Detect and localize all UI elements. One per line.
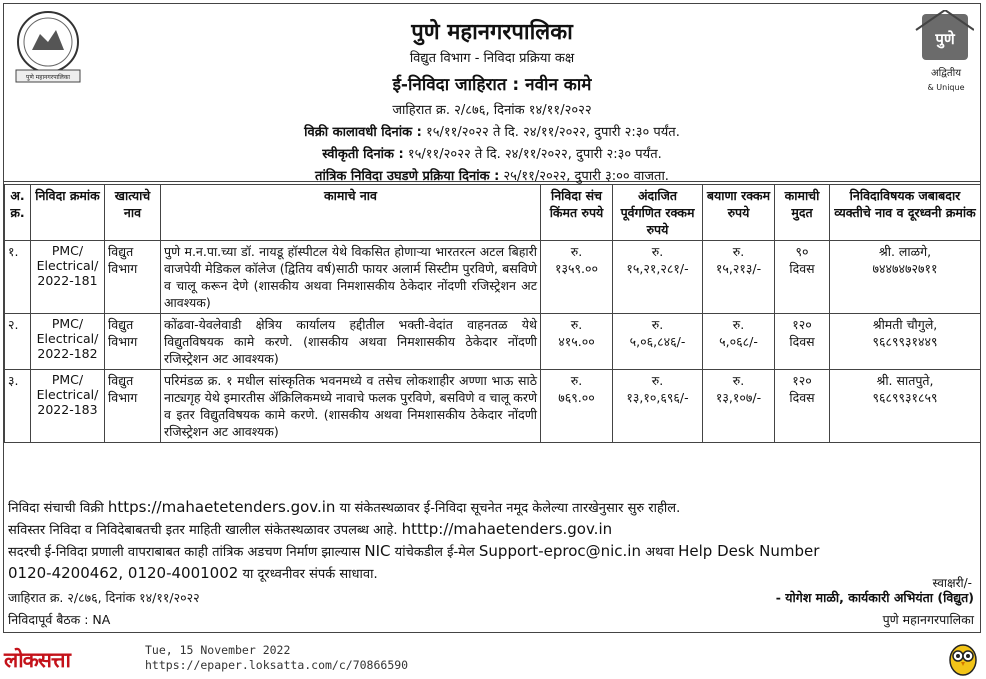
sale-period: विक्री कालावधी दिनांक : १५/११/२०२२ ते दि. २४/११/२०२२, दुपारी २:३० पर्यंत. [304,125,680,140]
cell-period: ९० दिवस [775,241,830,314]
cell-contact: श्रीमती चौगुले, ९६८९९३१४४९ [830,314,981,370]
cell-emd: रु. १३,१०७/- [703,370,775,443]
svg-text:पुणे: पुणे [935,30,955,48]
svg-text:& Unique: & Unique [927,83,965,92]
col-header-tender-no: निविदा क्रमांक [31,185,105,241]
epaper-date: Tue, 15 November 2022 [145,643,291,657]
col-header-dept: खात्याचे नाव [105,185,161,241]
tender-table [4,184,981,443]
cell-estimate: रु. ५,०६,८४६/- [613,314,703,370]
tender-details-link[interactable]: htttp://mahaetenders.gov.in [401,520,613,538]
col-header-work: कामाचे नाव [161,185,541,241]
footer-ref: जाहिरात क्र. २/८७६, दिनांक १४/११/२०२२ [8,590,200,605]
cell-emd: रु. १५,२१३/- [703,241,775,314]
cell-set-price: रु. ७६९.०० [541,370,613,443]
epaper-url[interactable]: https://epaper.loksatta.com/c/70866590 [145,658,409,672]
prebid-meeting: निविदापूर्व बैठक : NA [8,612,111,627]
footer-line-sale: निविदा संचाची विक्री https://mahaetetenders.gov.in या संकेतस्थळावर ई-निविदा सूचनेत नमूद केलेल्या तारखेनुसार सुरु राहील. [8,498,681,516]
tender-notice [3,3,981,633]
svg-text:पुणे महानगरपालिका: पुणे महानगरपालिका [26,74,70,81]
col-header-set-price: निविदा संच किंमत रुपये [541,185,613,241]
pune-brand-logo-icon [912,10,974,100]
col-header-sr: अ. क्र. [5,185,31,241]
acceptance-period: स्वीकृती दिनांक : १५/११/२०२२ ते दि. २४/११/२०२२, दुपारी २:३० पर्यंत. [322,147,662,162]
epaper-bar [0,640,986,679]
svg-text:अद्वितीय: अद्वितीय [930,68,962,79]
cell-sr: २. [5,314,31,370]
notice-header [4,4,980,182]
cell-emd: रु. ५,०६८/- [703,314,775,370]
signature-label: स्वाक्षरी/- [932,576,972,590]
department-line: विद्युत विभाग - निविदा प्रक्रिया कक्ष [409,51,575,66]
loksatta-logo: लोकसत्ता [4,647,70,672]
col-header-contact: निविदाविषयक जबाबदार व्यक्तीचे नाव व दूरध्वनी क्रमांक [830,185,981,241]
org-title: पुणे महानगरपालिका [411,20,573,45]
cell-contact: श्री. सातपुते, ९६८९९३१८५९ [830,370,981,443]
notice-ref: जाहिरात क्र. २/८७६, दिनांक १४/११/२०२२ [392,103,592,118]
notice-footer [4,497,980,585]
col-header-emd: बयाणा रक्कम रुपये [703,185,775,241]
cell-set-price: रु. १३५९.०० [541,241,613,314]
cell-tender-no: PMC/ Electrical/ 2022-183 [31,370,105,443]
cell-work: कोंढवा-येवलेवाडी क्षेत्रिय कार्यालय हद्दीतील भक्ती-वेदांत वाहनतळ येथे विद्युतविषयक कामे करणे. (शासकीय अथवा निमशासकीय ठेकेदार नोंदणी रजिस्ट्रेशन अट आवश्यक) [161,314,541,370]
cell-sr: १. [5,241,31,314]
cell-tender-no: PMC/ Electrical/ 2022-182 [31,314,105,370]
cell-contact: श्री. लाळगे, ७४४७४७२७११ [830,241,981,314]
table-row [5,241,981,314]
cell-estimate: रु. १३,१०,६९६/- [613,370,703,443]
cell-tender-no: PMC/ Electrical/ 2022-181 [31,241,105,314]
col-header-period: कामाची मुदत [775,185,830,241]
support-email-link[interactable]: Support-eproc@nic.in [478,542,641,560]
tender-sale-link[interactable]: https://mahaetetenders.gov.in [107,498,336,516]
col-header-estimate: अंदाजित पूर्वगणित रक्कम रुपये [613,185,703,241]
cell-sr: ३. [5,370,31,443]
cell-period: १२० दिवस [775,370,830,443]
footer-line-details: सविस्तर निविदा व निविदेबाबतची इतर माहिती खालील संकेतस्थळावर उपलब्ध आहे. htttp://mahaetenders.gov.in [8,520,613,538]
cell-work: पुणे म.न.पा.च्या डॉ. नायडू हॉस्पीटल येथे विकसित होणाऱ्या भारतरत्न अटल बिहारी वाजपेयी मेडिकल कॉलेज (द्वितिय वर्ष)साठी फायर अलार्म सिस्टीम पुरविणे, बसविणे व चालू करून देणे (शासकीय अथवा निमशासकीय ठेकेदार नोंदणी रजिस्ट्रेशन अट आवश्यक) [161,241,541,314]
signatory-name: - योगेश माळी, कार्यकारी अभियंता (विद्युत) [775,590,974,605]
table-row [5,314,981,370]
table-header-row [5,185,981,241]
cell-work: परिमंडळ क्र. १ मधील सांस्कृतिक भवनमध्ये व तसेच लोकशाहीर अण्णा भाऊ साठे नाट्यगृह येथे इमारतीस ॲक्रिलिकमध्ये नावाचे फलक पुरविणे, बसविणे व चालू करणे व इतर विद्युतविषयक कामे करणे. (शासकीय अथवा निमशासकीय ठेकेदार नोंदणी रजिस्ट्रेशन अट आवश्यक) [161,370,541,443]
cell-period: १२० दिवस [775,314,830,370]
owl-icon [948,642,978,676]
cell-dept: विद्युत विभाग [105,370,161,443]
notice-title: ई-निविदा जाहिरात : नवीन कामे [392,75,592,95]
cell-estimate: रु. १५,२१,२८१/- [613,241,703,314]
footer-line-support: सदरची ई-निविदा प्रणाली वापराबाबत काही तांत्रिक अडचण निर्माण झाल्यास NIC यांचेकडील ई-मेल Support-eproc@nic.in अथवा Help Desk Number [8,542,820,560]
footer-line-phones: 0120-4200462, 0120-4001002 या दूरध्वनीवर संपर्क साधावा. [8,564,378,582]
cell-set-price: रु. ४१५.०० [541,314,613,370]
table-row [5,370,981,443]
signatory-org: पुणे महानगरपालिका [882,612,974,627]
cell-dept: विद्युत विभाग [105,314,161,370]
cell-dept: विद्युत विभाग [105,241,161,314]
opening-date: तांत्रिक निविदा उघडणे प्रक्रिया दिनांक : २५/११/२०२२, दुपारी ३:०० वाजता. [315,169,669,184]
